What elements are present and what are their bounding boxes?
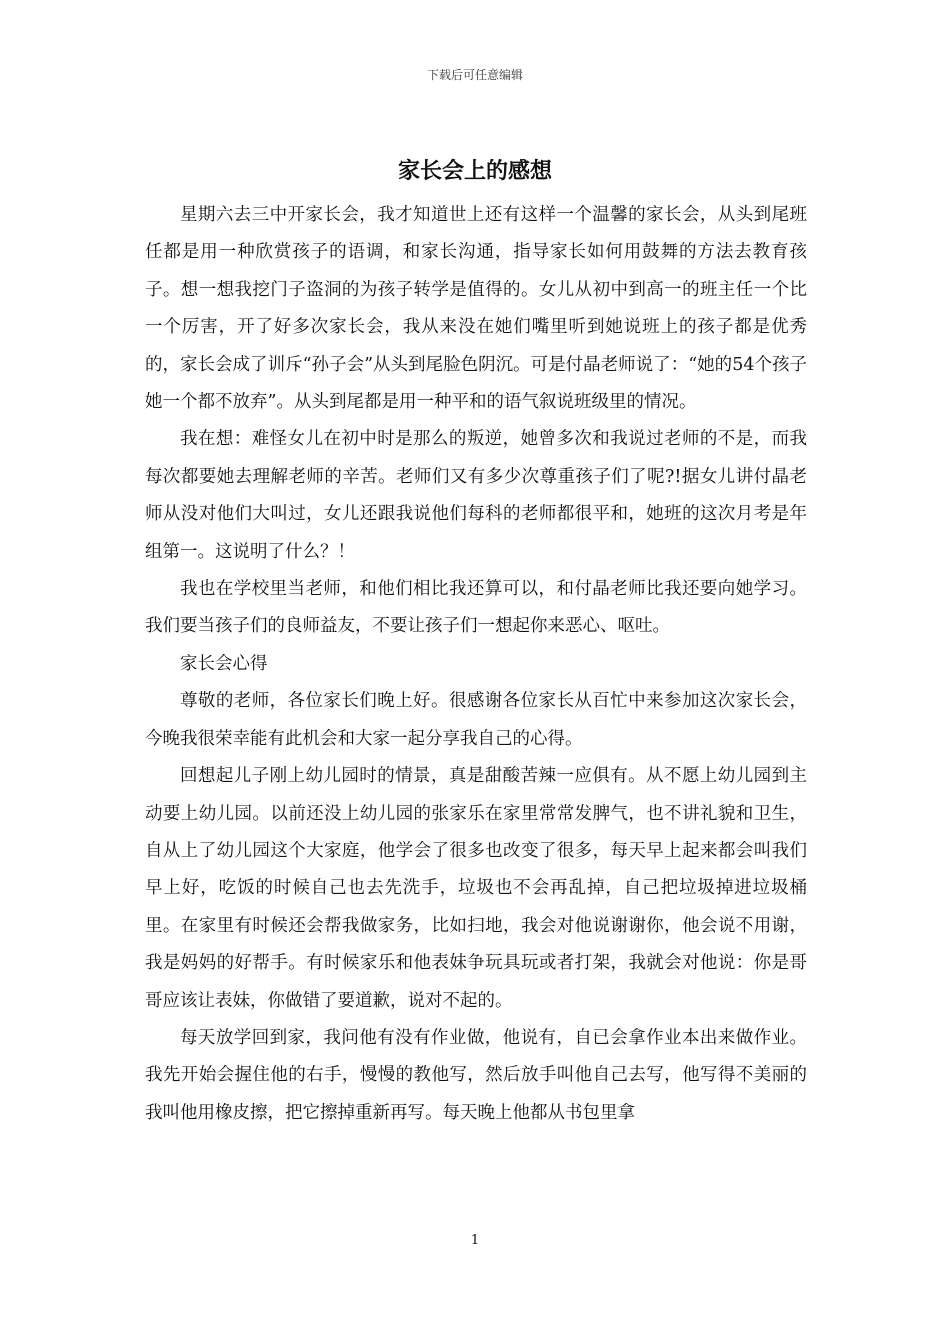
section-heading: 家长会心得 (180, 653, 268, 674)
paragraph: 尊敬的老师，各位家长们晚上好。很感谢各位家长从百忙中来参加这次家长会，今晚我很荣幸能有此机会和大家一起分享我自己的心得。 (145, 691, 807, 749)
document-body (145, 197, 807, 1132)
paragraph: 每天放学回到家，我问他有没有作业做，他说有，自已会拿作业本出来做作业。我先开始会握住他的右手，慢慢的教他写，然后放手叫他自己去写，他写得不美丽的我叫他用橡皮擦，把它擦掉重新再写。每天晚上他都从书包里拿 (145, 1027, 807, 1123)
document-title: 家长会上的感想 (397, 158, 552, 184)
paragraph: 回想起儿子刚上幼儿园时的情景，真是甜酸苦辣一应俱有。从不愿上幼儿园到主动要上幼儿园。以前还没上幼儿园的张家乐在家里常常发脾气，也不讲礼貌和卫生，自从上了幼儿园这个大家庭，他学会了很多也改变了很多，每天早上起来都会叫我们早上好，吃饭的时候自己也去先洗手，垃圾也不会再乱掉，自己把垃圾掉进垃圾桶里。在家里有时候还会帮我做家务，比如扫地，我会对他说谢谢你，他会说不用谢，我是妈妈的好帮手。有时候家乐和他表妹争玩具玩或者打架，我就会对他说：你是哥哥应该让表妹，你做错了要道歉，说对不起的。 (145, 766, 807, 1011)
page-number: 1 (470, 1233, 480, 1248)
page-header-note: 下载后可任意编辑 (426, 68, 523, 82)
paragraph: 我在想：难怪女儿在初中时是那么的叛逆，她曾多次和我说过老师的不是，而我每次都要她去理解老师的辛苦。老师们又有多少次尊重孩子们了呢?!据女儿讲付晶老师从没对他们大叫过，女儿还跟我说他们每科的老师都很平和，她班的这次月考是年组第一。这说明了什么？！ (145, 429, 807, 562)
paragraph: 星期六去三中开家长会，我才知道世上还有这样一个温馨的家长会，从头到尾班任都是用一种欣赏孩子的语调，和家长沟通，指导家长如何用鼓舞的方法去教育孩子。想一想我挖门子盗洞的为孩子转学是值得的。女儿从初中到高一的班主任一个比一个厉害，开了好多次家长会，我从来没在她们嘴里听到她说班上的孩子都是优秀的，家长会成了训斥“孙子会”从头到尾脸色阴沉。可是付晶老师说了：“她的54个孩子她一个都不放弃”。从头到尾都是用一种平和的语气叙说班级里的情况。 (145, 205, 807, 413)
paragraph: 我也在学校里当老师，和他们相比我还算可以，和付晶老师比我还要向她学习。我们要当孩子们的良师益友，不要让孩子们一想起你来恶心、呕吐。 (145, 579, 807, 637)
